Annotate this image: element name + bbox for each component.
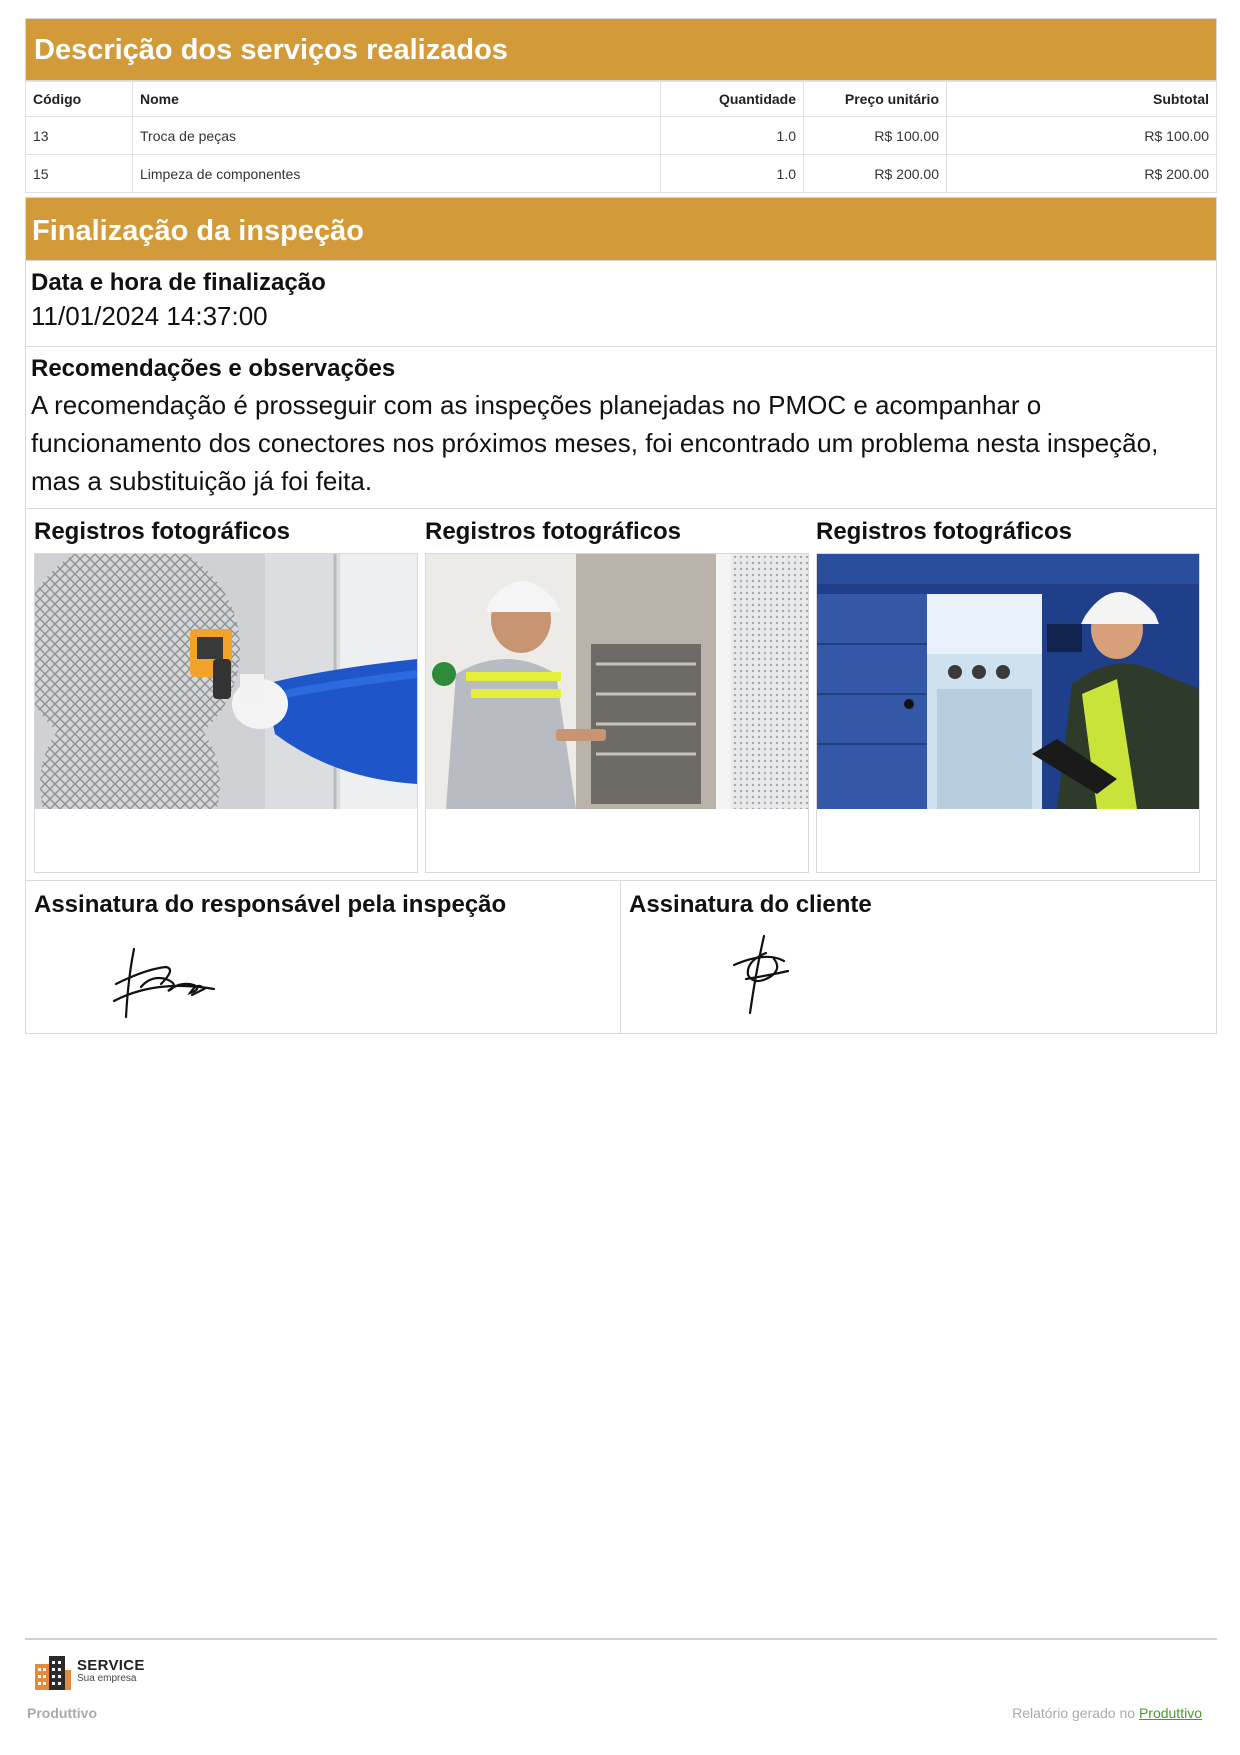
services-section-title: Descrição dos serviços realizados [34,34,508,66]
table-row [26,117,1217,155]
company-logo [33,1652,145,1697]
footer-generated-note [1012,1705,1202,1721]
footer-divider [25,1638,1217,1640]
photo-label: Registros fotográficos [425,518,682,545]
finalization-section-header [25,197,1217,261]
building-icon [33,1652,73,1692]
photo-record-2 [425,519,810,873]
cell-name: Limpeza de componentes [133,155,661,193]
client-signature-field [621,881,1217,1033]
table-header-row [26,82,1217,117]
services-section-header [25,18,1217,81]
recommendations-label: Recomendações e observações [31,355,396,382]
column-header-name: Nome [133,82,661,117]
report-page [25,18,1217,1034]
cell-code: 13 [26,117,133,155]
recommendations-field [25,347,1217,509]
photo-records [25,509,1217,881]
photo-technician-cold-room [817,554,1199,809]
finalization-section-title: Finalização da inspeção [32,215,364,247]
services-table [25,81,1217,193]
photo-frame [816,553,1200,873]
inspector-signature [106,939,226,1029]
column-header-code: Código [26,82,133,117]
recommendations-value: A recomendação é prosseguir com as inspeções planejadas no PMOC e acompanhar o funcionamento dos conectores nos próximos meses, foi encontrado um problema nesta inspeção, mas a substituição já foi feita. [31,390,1159,496]
cell-name: Troca de peças [133,117,661,155]
photo-label: Registros fotográficos [34,518,291,545]
photo-record-3 [816,519,1201,873]
cell-quantity: 1.0 [661,117,804,155]
photo-label: Registros fotográficos [816,518,1073,545]
cell-unit-price: R$ 100.00 [804,117,947,155]
cell-code: 15 [26,155,133,193]
photo-frame [34,553,418,873]
cell-subtotal: R$ 200.00 [947,155,1217,193]
column-header-unit-price: Preço unitário [804,82,947,117]
photo-thermal-camera-inspection [35,554,417,809]
logo-sub-text: Sua empresa [77,1673,137,1684]
photo-record-1 [34,519,419,873]
datetime-value: 11/01/2024 14:37:00 [31,301,268,331]
column-header-subtotal: Subtotal [947,82,1217,117]
inspector-signature-field [26,881,621,1033]
cell-subtotal: R$ 100.00 [947,117,1217,155]
datetime-field [25,261,1217,347]
cell-quantity: 1.0 [661,155,804,193]
datetime-label: Data e hora de finalização [31,269,326,296]
inspector-signature-label: Assinatura do responsável pela inspeção [34,891,507,918]
client-signature [726,931,806,1021]
cell-unit-price: R$ 200.00 [804,155,947,193]
photo-technician-electrical-panel [426,554,808,809]
generated-prefix: Relatório gerado no [1012,1705,1136,1721]
signatures [25,881,1217,1034]
footer-brand: Produttivo [27,1705,97,1721]
logo-text [77,1657,145,1684]
produttivo-link[interactable]: Produttivo [1138,1705,1202,1721]
logo-main-text: SERVICE [77,1657,145,1674]
photo-frame [425,553,809,873]
client-signature-label: Assinatura do cliente [629,891,872,918]
column-header-quantity: Quantidade [661,82,804,117]
table-row [26,155,1217,193]
